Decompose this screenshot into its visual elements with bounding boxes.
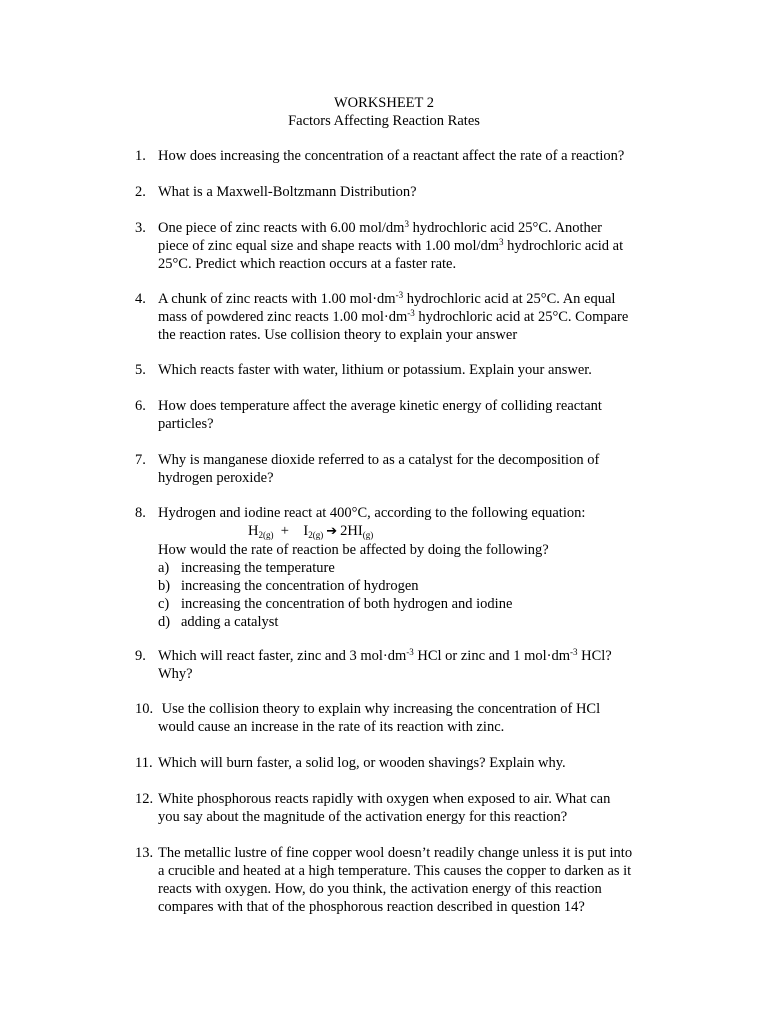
question-8 <box>135 504 670 631</box>
question-number: 3. <box>135 220 146 236</box>
question-line: compares with that of the phosphorous reaction described in question 14? <box>158 899 585 915</box>
arrow-right-icon: ➔ <box>326 524 338 539</box>
question-number: 8. <box>135 505 146 521</box>
question-number: 12. <box>135 791 154 807</box>
question-text: Which will burn faster, a solid log, or wooden shavings? Explain why. <box>158 755 566 771</box>
question-line: Why is manganese dioxide referred to as a catalyst for the decomposition of <box>158 452 600 468</box>
question-line: hydrogen peroxide? <box>158 470 274 486</box>
question-line: White phosphorous reacts rapidly with oxygen when exposed to air. What can <box>158 791 611 807</box>
question-line: the reaction rates. Use collision theory to explain your answer <box>158 327 518 343</box>
question-5 <box>135 361 670 379</box>
worksheet-subtitle: Factors Affecting Reaction Rates <box>288 113 480 129</box>
question-number: 1. <box>135 148 146 164</box>
option-a: a) increasing the temperature <box>158 560 335 576</box>
option-c: c) increasing the concentration of both hydrogen and iodine <box>158 596 513 612</box>
question-line: would cause an increase in the rate of its reaction with zinc. <box>158 719 505 735</box>
question-number: 9. <box>135 648 146 664</box>
question-number: 13. <box>135 845 154 861</box>
question-line: Why? <box>158 666 193 682</box>
question-4 <box>135 290 670 344</box>
question-number: 10. <box>135 701 154 717</box>
question-text: How does increasing the concentration of a reactant affect the rate of a reaction? <box>158 148 625 164</box>
question-number: 7. <box>135 452 146 468</box>
question-7 <box>135 451 670 487</box>
question-number: 11. <box>135 755 153 771</box>
question-line: How would the rate of reaction be affected by doing the following? <box>158 542 549 558</box>
question-line: The metallic lustre of fine copper wool doesn’t readily change unless it is put into <box>158 845 633 861</box>
question-number: 4. <box>135 291 146 307</box>
worksheet-title: WORKSHEET 2 <box>333 95 435 111</box>
question-number: 5. <box>135 362 146 378</box>
question-text: Which reacts faster with water, lithium or potassium. Explain your answer. <box>158 362 592 378</box>
question-line: 25°C. Predict which reaction occurs at a faster rate. <box>158 256 457 272</box>
question-10 <box>135 700 670 736</box>
question-line: Use the collision theory to explain why increasing the concentration of HCl <box>158 701 601 717</box>
question-number: 2. <box>135 184 146 200</box>
question-2 <box>135 183 670 201</box>
question-number: 6. <box>135 398 146 414</box>
question-line: you say about the magnitude of the activation energy for this reaction? <box>158 809 568 825</box>
question-text: What is a Maxwell-Boltzmann Distribution? <box>158 184 417 200</box>
question-line: reacts with oxygen. How, do you think, the activation energy of this reaction <box>158 881 602 897</box>
question-line: a crucible and heated at a high temperature. This causes the copper to darken as it <box>158 863 632 879</box>
question-6 <box>135 397 670 433</box>
question-12 <box>135 790 670 826</box>
question-line: mass of powdered zinc reacts 1.00 $mol\cdot dm^{-3}$ hydrochloric acid at 25°C. Compare <box>158 308 629 325</box>
question-line: How does temperature affect the average kinetic energy of colliding reactant <box>158 398 602 414</box>
question-11 <box>135 754 670 772</box>
option-d: d) adding a catalyst <box>158 614 279 630</box>
question-line: piece of zinc equal size and shape reacts with 1.00 mol/$dm^3$ hydrochloric acid at <box>158 237 624 254</box>
question-line: A chunk of zinc reacts with 1.00 $mol\cdot dm^{-3}$ hydrochloric acid at 25°C. An equal <box>158 290 616 307</box>
option-b: b) increasing the concentration of hydrogen <box>158 578 419 594</box>
question-line: Which will react faster, zinc and 3 $mol\cdot dm^{-3}$ HCl or zinc and 1 $mol\cdot dm^{-3}$ HCl? <box>158 647 612 664</box>
question-9 <box>135 647 670 683</box>
question-13 <box>135 844 670 916</box>
question-1 <box>135 147 670 165</box>
chemical-equation: $H_{2(g)}$ + $I_{2(g)}$ ➔ $2HI_{(g)}$ <box>248 523 374 540</box>
question-line: Hydrogen and iodine react at 400°C, according to the following equation: <box>158 505 586 521</box>
question-line: One piece of zinc reacts with 6.00 mol/$dm^3$ hydrochloric acid 25°C. Another <box>158 219 602 236</box>
question-line: particles? <box>158 416 214 432</box>
question-3 <box>135 219 670 273</box>
